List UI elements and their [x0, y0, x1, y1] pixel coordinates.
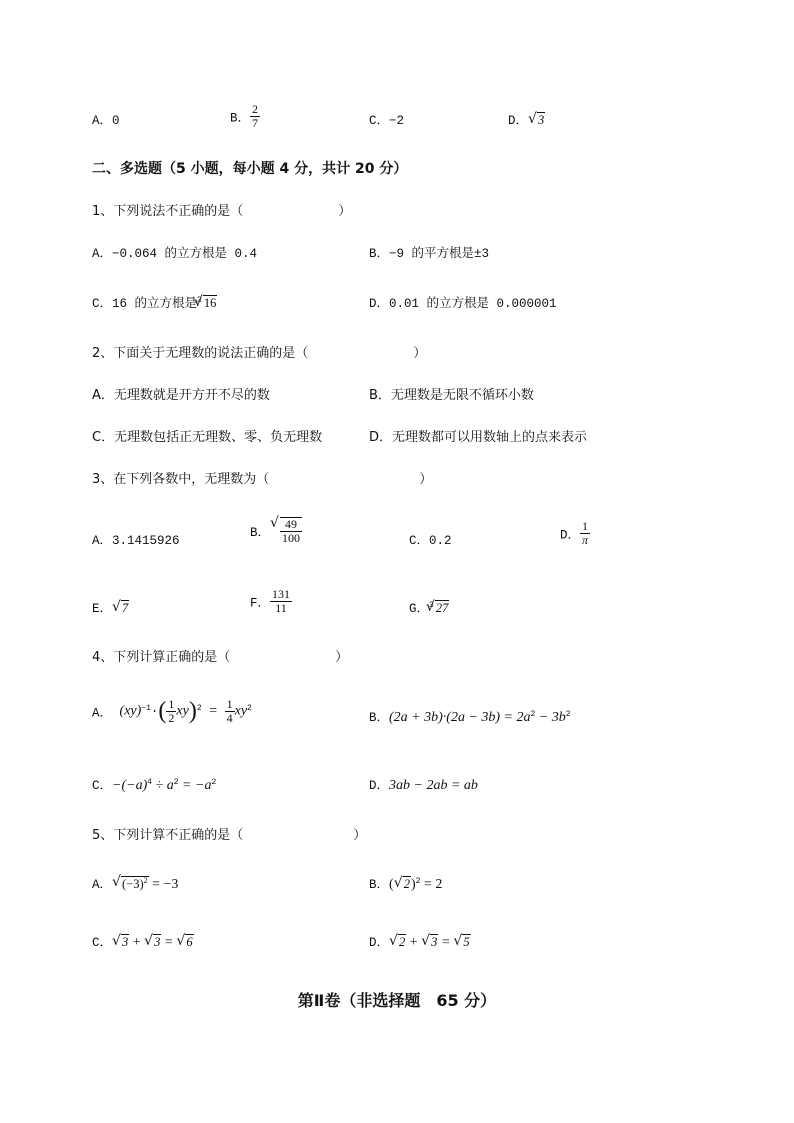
- option-b: B． $\frac{2}{7}$: [230, 102, 259, 131]
- section-heading: 二、多选题（5 小题，每小题 4 分，共计 20 分）: [92, 161, 408, 177]
- question-2-stem: 2、下面关于无理数的说法正确的是（ ）: [92, 346, 427, 361]
- q5-option-b: B．(√ 2)$^2$ = 2: [369, 874, 442, 893]
- q3-option-g: G．$^3$√ 27: [409, 598, 449, 616]
- q4-option-d: D．3ab − 2ab = ab: [369, 778, 478, 793]
- q3-option-b: B． √ $\frac{49}{100}$: [250, 517, 302, 545]
- question-4-stem: 4、下列计算正确的是（ ）: [92, 650, 349, 665]
- q4-option-b: B．$(2a + 3b)\cdot(2a - 3b) = 2a^2 - 3b^2$: [369, 709, 571, 725]
- q2-option-a: A．无理数就是开方开不尽的数: [92, 388, 270, 403]
- q1-option-a: A．−0.064 的立方根是 0.4: [92, 247, 258, 261]
- q4-option-c: C．$-(-a)^4 \div a^2 = -a^2$: [92, 777, 217, 793]
- q1-option-c: C．16 的立方根是$^3$√ 16: [92, 293, 217, 311]
- q3-option-f: F． $\frac{131}{11}$: [250, 587, 291, 616]
- q2-option-c: C．无理数包括正无理数、零、负无理数: [92, 430, 323, 445]
- option-d: D．√ 3: [508, 110, 545, 128]
- part-2-title: 第Ⅱ卷（非选择题 65 分）: [297, 991, 497, 1010]
- q3-option-c: C．0.2: [409, 534, 452, 548]
- q3-option-d: D． $\frac{1}{\pi}$: [560, 519, 589, 548]
- question-5-stem: 5、下列计算不正确的是（ ）: [92, 828, 367, 843]
- q2-option-d: D．无理数都可以用数轴上的点来表示: [369, 430, 588, 445]
- question-3-stem: 3、在下列各数中，无理数为（ ）: [92, 472, 433, 487]
- q5-option-d: D．√ 2 + √ 3 = √ 5: [369, 932, 471, 951]
- q5-option-c: C．√ 3 + √ 3 = √ 6: [92, 932, 194, 951]
- question-1-stem: 1、下列说法不正确的是（ ）: [92, 204, 352, 219]
- q5-option-a: A．√ $(-3)^2 = -3$: [92, 874, 178, 893]
- q2-option-b: B．无理数是无限不循环小数: [369, 388, 534, 403]
- option-a: A．0: [92, 114, 120, 128]
- option-c: C．−2: [369, 114, 405, 128]
- q3-option-e: E．√ 7: [92, 598, 129, 616]
- q1-option-d: D．0.01 的立方根是 0.000001: [369, 297, 557, 311]
- q1-option-b: B．−9 的平方根是±3: [369, 247, 490, 261]
- q3-option-a: A．3.1415926: [92, 534, 180, 548]
- q4-option-a: A． (xy)$^{-1}$·( $\frac{1}{2}$ xy)$^2$ = $\frac{1}{4}$ $xy^2$: [92, 697, 252, 726]
